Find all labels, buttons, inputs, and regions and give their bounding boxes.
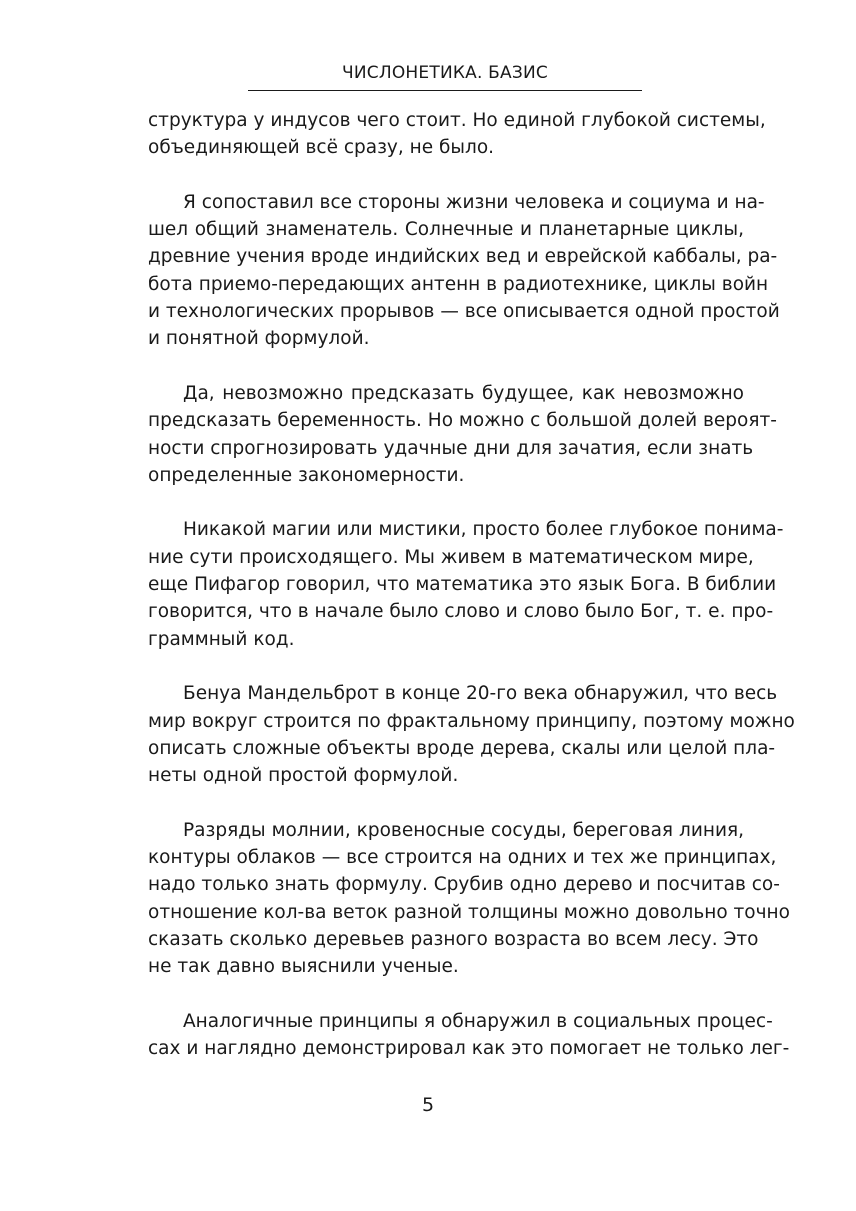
paragraph (148, 817, 790, 981)
text-line: ности спрогнозировать удачные дни для зачатия, если знать (148, 437, 754, 459)
text-line: контуры облаков — все строится на одних и тех же принципах, (148, 847, 777, 869)
page-number: 5 (421, 1094, 435, 1116)
text-line: древние учения вроде индийских вед и еврейской каббалы, ра- (148, 246, 778, 268)
paragraph (148, 1008, 790, 1063)
text-line: граммный код. (148, 628, 295, 650)
paragraph (148, 189, 780, 353)
text-line: сказать сколько деревьев разного возраста во всем лесу. Это (148, 928, 759, 950)
text-line: шел общий знаменатель. Солнечные и планетарные циклы, (148, 219, 744, 241)
text-line: структура у индусов чего стоит. Но единой глубокой системы, (148, 110, 766, 131)
text-line: ние сути происходящего. Мы живем в математическом мире, (148, 546, 754, 568)
text-line: Я сопоставил все стороны жизни человека и социума и на- (183, 191, 765, 213)
text-line: мир вокруг строится по фрактальному принципу, поэтому можно (148, 710, 795, 732)
text-line: предсказать беременность. Но можно с большой долей вероят- (148, 410, 777, 432)
text-line: неты одной простой формулой. (148, 765, 459, 787)
paragraph (148, 680, 795, 789)
paragraph (148, 380, 777, 489)
text-line: и понятной формулой. (148, 328, 370, 350)
text-line: надо только знать формулу. Срубив одно дерево и посчитав со- (148, 874, 780, 896)
body-text (148, 107, 795, 1062)
text-line: говорится, что в начале было слово и слово было Бог, т. е. про- (148, 601, 774, 623)
text-line: не так давно выяснили ученые. (148, 956, 459, 978)
text-line: и технологических прорывов — все описывается одной простой (148, 301, 780, 323)
text-line: Аналогичные принципы я обнаружил в социальных процес- (183, 1010, 773, 1032)
text-line: сах и наглядно демонстрировал как это помогает не только лег- (148, 1038, 790, 1060)
header-rule (248, 90, 642, 91)
running-header: ЧИСЛОНЕТИКА. БАЗИС (342, 63, 548, 83)
text-line: Да, невозможно предсказать будущее, как невозможно (183, 382, 744, 404)
text-line: бота приемо-передающих антенн в радиотехнике, циклы войн (148, 273, 769, 295)
text-line: определенные закономерности. (148, 464, 465, 486)
text-line: Бенуа Мандельброт в конце 20-го века обнаружил, что весь (183, 683, 778, 705)
text-line: объединяющей всё сразу, не было. (148, 137, 495, 159)
text-line: отношение кол-ва веток разной толщины можно довольно точно (148, 901, 790, 923)
paragraph (148, 107, 766, 162)
text-line: еще Пифагор говорил, что математика это язык Бога. В библии (148, 574, 777, 596)
text-line: Никакой магии или мистики, просто более глубокое понима- (183, 519, 784, 541)
text-line: Разряды молнии, кровеносные сосуды, береговая линия, (183, 819, 744, 841)
text-line: описать сложные объекты вроде дерева, скалы или целой пла- (148, 737, 776, 759)
paragraph (148, 516, 784, 652)
